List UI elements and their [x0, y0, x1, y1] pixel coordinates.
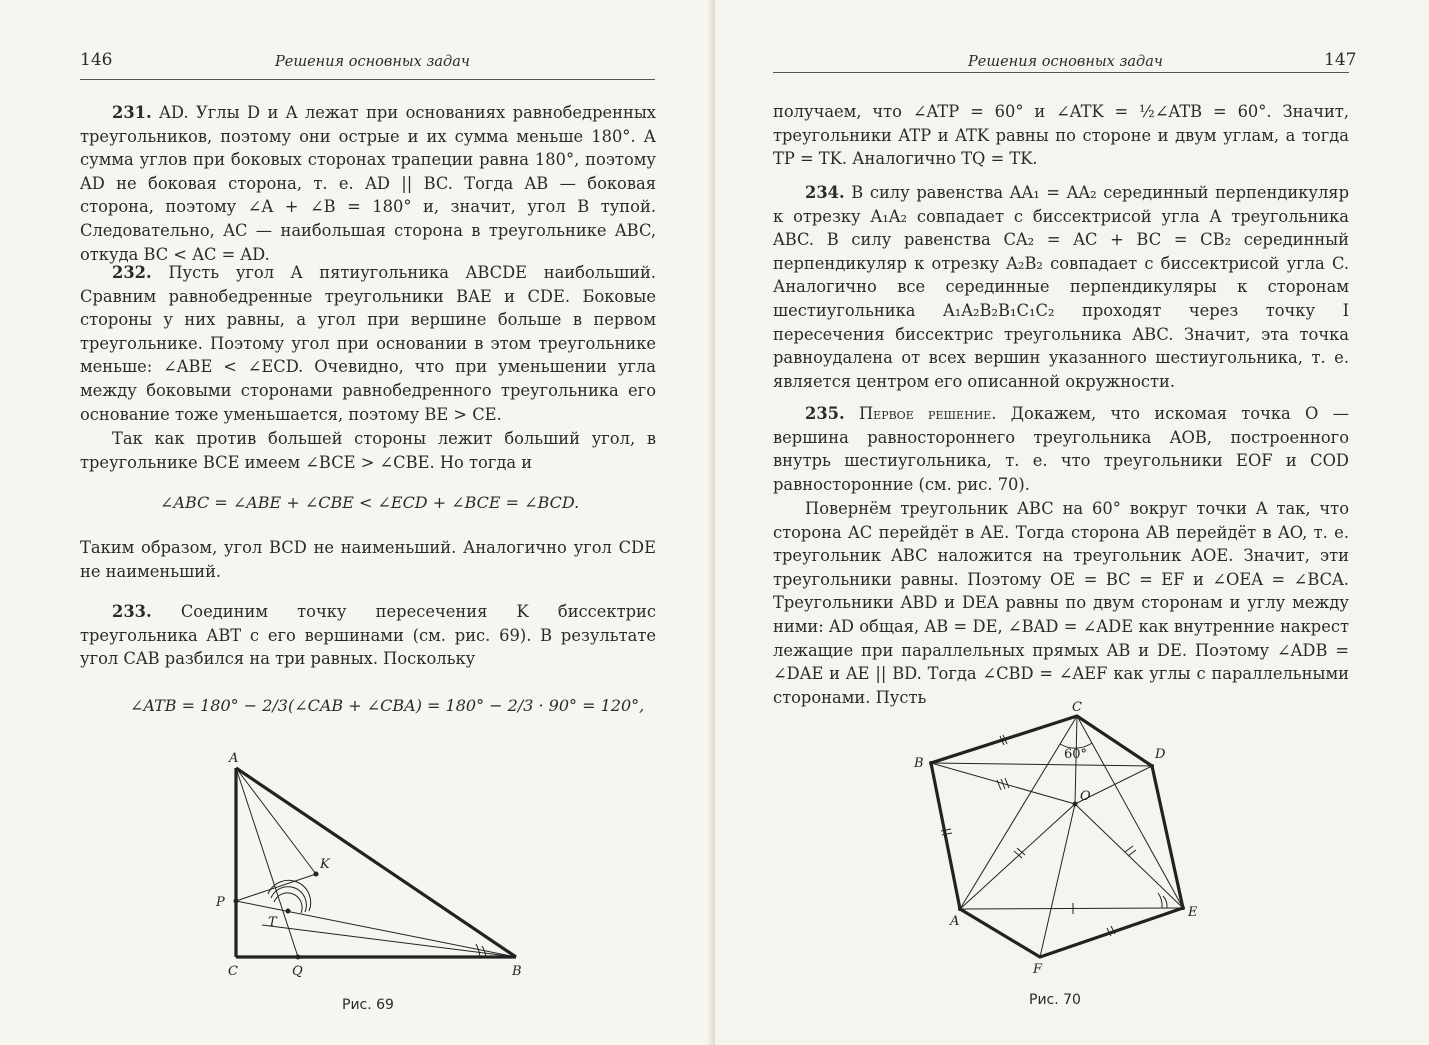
- left-page: [0, 0, 714, 1045]
- figure-caption: Рис. 70: [1029, 992, 1081, 1008]
- angle-arc: [1158, 893, 1162, 908]
- hexagon: [931, 716, 1183, 957]
- paragraph: Повернём треугольник ABC на 60° вокруг точки A так, что сторона AC перейдёт в AE. Тогда сторона AB перейдёт в AO, т. е. треугольник ABC наложится на треугольник AOE. Значит, эти треугольники равны. Поэтому OE = BC = EF и ∠OEA = ∠BCA. Треугольники ABD и DEA равны по двум сторонам и углу между ними: AD общая, AB = DE, ∠BAD = ∠ADE как внутренние накрест лежащие при параллельных прямых AB и DE. Поэтому ∠ADB = ∠DAE и AE || BD. Тогда ∠CBD = ∠AEF как углы с параллельными сторонами. Пусть: [773, 499, 1349, 707]
- line-AK: [236, 768, 316, 874]
- paragraph: Так как против большей стороны лежит больший угол, в треугольнике BCE имеем ∠BCE > ∠CBE. Но тогда и: [80, 429, 656, 472]
- point-Q: [296, 955, 301, 960]
- angle-arc: [476, 944, 480, 957]
- formula: ∠ATB = 180° − 2/3(∠CAB + ∠CBA) = 180° − 2/3 · 90° = 120°,: [130, 696, 645, 715]
- problem-text: AD. Углы D и A лежат при основаниях равнобедренных треугольников, поэтому они острые и их сумма меньше 180°. А сумма углов при боковых сторонах трапеции равна 180°, поэтому AD не боковая сторона, т. е. AD || BC. Тогда AB — боковая сторона, поэтому ∠A + ∠B = 180° и, значит, угол B тупой. Следовательно, AC — наибольшая сторона в треугольнике ABC, откуда BC < AC = AD.: [80, 103, 656, 264]
- problem-number: 235.: [805, 404, 845, 423]
- problem-text: В силу равенства AA₁ = AA₂ серединный перпендикуляр к отрезку A₁A₂ совпадает с биссектрисой угла A треугольника ABC. В силу равенства CA₂ = AC + BC = CB₂ серединный перпендикуляр к отрезку A₂B₂ совпадает с биссектрисой угла C. Аналогично все серединные перпендикуляры к сторонам шестиугольника A₁A₂B₂B₁C₁C₂ проходят через точку I пересечения биссектрис треугольника ABC. Значит, эта точка равноудалена от всех вершин указанного шестиугольника, т. е. является центром его описанной окружности.: [773, 183, 1349, 391]
- line-AE: [960, 908, 1183, 909]
- angle-arc: [271, 887, 306, 912]
- formula: ∠ABC = ∠ABE + ∠CBE < ∠ECD + ∠BCE = ∠BCD.: [160, 493, 580, 512]
- angle-arc: [1163, 896, 1167, 908]
- line-AO: [960, 804, 1075, 909]
- running-title-right: Решения основных задач: [968, 54, 1163, 70]
- label-B: B: [512, 964, 522, 979]
- label-A: A: [229, 751, 239, 766]
- label-C: C: [1072, 700, 1082, 715]
- label-K: K: [320, 857, 330, 872]
- point-O: [1073, 802, 1078, 807]
- figure-69: [0, 0, 714, 1045]
- label-F: F: [1033, 962, 1043, 977]
- solution-label: Первое решение.: [844, 404, 997, 423]
- point-B: [929, 761, 933, 765]
- problem-text: Докажем, что искомая точка O — вершина равностороннего треугольника AOB, построенного внутрь шестиугольника, т. е. что треугольники EOF и COD равносторонние (см. рис. 70).: [773, 404, 1349, 494]
- page-number-left: 146: [80, 50, 113, 70]
- point-E: [1181, 906, 1185, 910]
- problem-number: 234.: [805, 183, 845, 202]
- angle-label: 60°: [1064, 747, 1088, 762]
- label-B: B: [914, 756, 924, 771]
- running-title-left: Решения основных задач: [275, 54, 470, 70]
- label-Q: Q: [292, 964, 303, 979]
- problem-number: 232.: [112, 263, 152, 282]
- figure-70: [715, 0, 1429, 1045]
- label-D: D: [1155, 747, 1166, 762]
- point-A: [958, 907, 962, 911]
- problem-text: Соединим точку пересечения K биссектрис треугольника ABT с его вершинами (см. рис. 69). В результате угол CAB разбился на три равных. Поскольку: [80, 602, 656, 669]
- paragraph: получаем, что ∠ATP = 60° и ∠ATK = ½∠ATB = 60°. Значит, треугольники ATP и ATK равны по стороне и двум углам, а тогда TP = TK. Аналогично TQ = TK.: [773, 102, 1349, 169]
- paragraph: Таким образом, угол BCD не наименьший. Аналогично угол CDE не наименьший.: [80, 538, 656, 581]
- point-D: [1150, 764, 1154, 768]
- angle-arc: [482, 946, 486, 957]
- right-page: [715, 0, 1429, 1045]
- line-OF: [1040, 804, 1075, 957]
- label-P: P: [216, 895, 225, 910]
- figure-caption: Рис. 69: [342, 997, 394, 1013]
- line-OE: [1075, 804, 1183, 908]
- line-CE: [1077, 716, 1183, 908]
- page-number-right: 147: [1324, 50, 1357, 70]
- line-BD: [931, 763, 1152, 766]
- problem-number: 231.: [112, 103, 152, 122]
- problem-number: 233.: [112, 602, 152, 621]
- problem-text: Пусть угол A пятиугольника ABCDE наибольший. Сравним равнобедренные треугольники BAE и CDE. Боковые стороны у них равны, а угол при вершине больше в первом треугольнике. Поэтому угол при основании в этом треугольнике меньше: ∠ABE < ∠ECD. Очевидно, что при уменьшении угла между боковыми сторонами равнобедренного треугольника его основание тоже уменьшается, поэтому BE > CE.: [80, 263, 656, 424]
- label-O: O: [1080, 789, 1091, 804]
- point-T: [286, 909, 291, 914]
- point-K: [314, 872, 319, 877]
- label-C: C: [228, 964, 238, 979]
- line-AC: [960, 716, 1077, 909]
- label-E: E: [1188, 905, 1198, 920]
- point-P: [234, 899, 239, 904]
- label-T: T: [268, 915, 277, 930]
- label-A: A: [950, 914, 960, 929]
